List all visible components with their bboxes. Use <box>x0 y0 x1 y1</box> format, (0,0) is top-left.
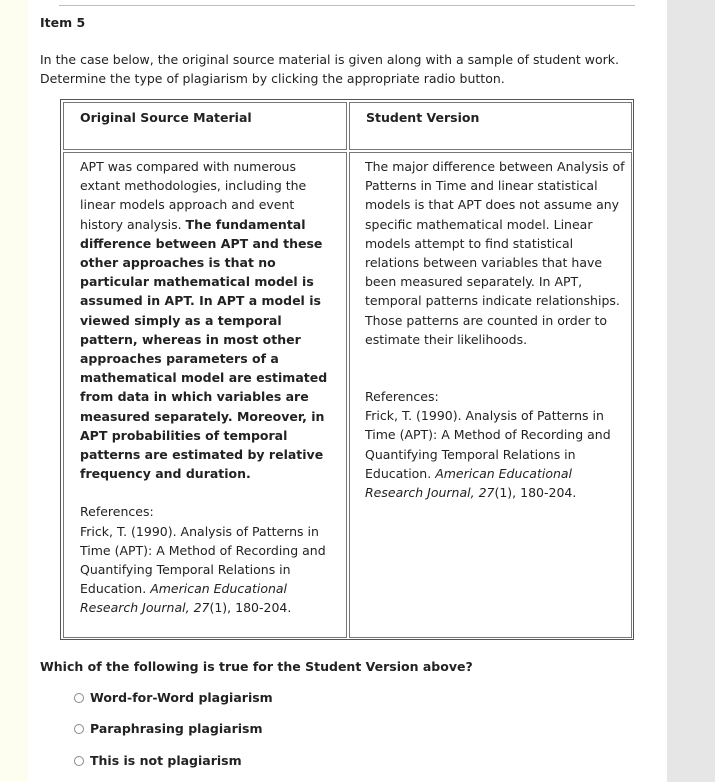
question-text: Which of the following is true for the Student Version above? <box>40 659 473 674</box>
original-reference <box>80 522 338 618</box>
option-not-plagiarism[interactable] <box>74 753 242 768</box>
option-label: Word-for-Word plagiarism <box>90 690 273 705</box>
original-intro: APT was compared with numerous extant methodologies, including the linear models approach and event history analysis. <box>80 159 307 232</box>
student-ref-journal: American Educational Research Journal, <box>365 465 573 501</box>
student-version-cell <box>349 152 632 638</box>
original-ref-text: Frick, T. (1990). Analysis of Patterns in Time (APT): A Method of Recording and Quantifying Temporal Relations in Education. <box>80 523 326 597</box>
student-header: Student Version <box>366 110 480 125</box>
original-ref-journal: American Educational Research Journal, <box>80 581 288 616</box>
option-paraphrasing[interactable] <box>74 721 262 736</box>
original-bold-passage: The fundamental difference between APT and these other approaches is that no particular mathematical model is assumed in APT. In APT a model is viewed simply as a temporal pattern, whereas in most other approaches parameters of a mathematical model are estimated from data in which variables are measured separately. Moreover, in APT probabilities of temporal patterns are estimated by relative frequency and duration. <box>80 216 328 482</box>
option-word-for-word[interactable] <box>74 690 273 705</box>
left-margin-strip <box>0 0 28 782</box>
radio-button[interactable] <box>74 724 84 734</box>
radio-button[interactable] <box>74 756 84 766</box>
original-source-text <box>80 157 338 618</box>
original-ref-pages: (1), 180-204. <box>209 600 292 616</box>
comparison-table <box>60 99 634 640</box>
student-header-cell <box>349 102 632 150</box>
original-header-cell <box>63 102 347 150</box>
student-references-label: References: <box>365 389 439 405</box>
student-ref-volume: 27 <box>478 485 495 501</box>
original-header: Original Source Material <box>80 110 252 125</box>
right-scroll-area <box>667 0 715 782</box>
original-source-cell <box>63 152 347 638</box>
option-label: Paraphrasing plagiarism <box>90 721 263 736</box>
instructions-text: In the case below, the original source material is given along with a sample of student work. Determine the type of plagiarism by clicking the appropriate radio button. <box>40 52 620 86</box>
top-divider <box>59 5 635 6</box>
student-text: The major difference between Analysis of Patterns in Time and linear statistical models is that APT does not assume any specific mathematical model. Linear models attempt to find statistical relations between variables that have been measured separately. In APT, temporal patterns indicate relationships. Those patterns are counted in order to estimate their likelihoods. <box>365 159 625 347</box>
student-version-text <box>365 157 625 502</box>
student-reference <box>365 406 625 502</box>
item-title: Item 5 <box>40 15 86 30</box>
original-ref-volume: 27 <box>193 600 210 616</box>
student-ref-text: Frick, T. (1990). Analysis of Patterns in Time (APT): A Method of Recording and Quantifying Temporal Relations in Education. <box>365 408 611 481</box>
radio-button[interactable] <box>74 693 84 703</box>
original-references-label: References: <box>80 504 154 520</box>
option-label: This is not plagiarism <box>90 753 242 768</box>
student-ref-pages: (1), 180-204. <box>494 485 577 501</box>
